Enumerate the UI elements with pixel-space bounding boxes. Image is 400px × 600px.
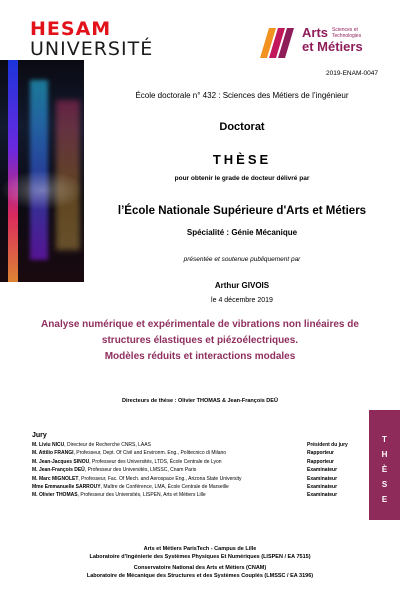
jury-member-row: [32, 475, 362, 483]
jury-member-row: [32, 441, 362, 449]
speciality: Spécialité : Génie Mécanique: [186, 228, 298, 237]
institution-name: l’École Nationale Supérieure d'Arts et Métiers: [117, 205, 367, 217]
thesis-title-line2: structures élastiques et piézoélectriques.: [101, 335, 299, 346]
doctoral-school: École doctorale n° 432 : Sciences des Métiers de l’ingénieur: [135, 91, 349, 100]
jury-member-row: [32, 449, 362, 457]
am-name-line2: et Métiers: [302, 39, 363, 54]
jury-member-role: Examinateur: [307, 492, 338, 499]
footer-lille: [10, 545, 390, 561]
thesis-reference-number: 2019-ENAM-0047: [325, 70, 378, 77]
jury-member-role: Examinateur: [307, 467, 338, 474]
jury-member-row: [32, 483, 362, 491]
side-label-letter: E: [381, 495, 388, 504]
hesam-universite-logo: [30, 20, 153, 59]
jury-member-name: M. Liviu NICU: [32, 442, 65, 448]
footer-cnam-name: Conservatoire National des Arts et Métiers (CNAM): [133, 565, 267, 571]
jury-member-name: M. Olivier THOMAS: [32, 492, 78, 499]
jury-member-details: , Professeur, Dept. Of Civil and Environm. Eng., Politecnico di Milano: [73, 450, 227, 457]
jury-member-details: , Professeur des Universités, LMSSC, Cnam Paris: [84, 467, 197, 474]
jury-member-name: M. Jean-François DEÜ: [32, 467, 85, 474]
these-heading: THÈSE: [212, 152, 272, 167]
am-name-line1: Arts: [302, 25, 329, 40]
thesis-title: [10, 317, 390, 365]
jury-list: [32, 441, 362, 500]
am-tagline-line2: Technologies: [332, 33, 362, 39]
arts-et-metiers-wordmark: [302, 26, 363, 54]
jury-heading: Jury: [32, 432, 47, 439]
jury-member-name: M. Attilio FRANGI: [32, 450, 74, 457]
side-label-letter: H: [381, 450, 388, 459]
photo-glow: [0, 170, 84, 210]
thesis-title-line3: Modèles réduits et interactions modales: [104, 351, 296, 362]
jury-member-details: , Professeur des Universités, LTDS, École Centrale de Lyon: [89, 458, 222, 465]
cover-photo-strip: [0, 60, 84, 282]
jury-member-row: [32, 491, 362, 499]
hesam-logo-line2: UNIVERSITÉ: [30, 38, 154, 60]
side-label-letter: T: [382, 435, 387, 444]
jury-member-role: Examinateur: [307, 483, 338, 490]
jury-member-name: Mme Emmanuelle SARROUY: [32, 483, 101, 490]
thesis-directors: Directeurs de thèse : Olivier THOMAS & Jean-François DEÜ: [122, 398, 278, 404]
footer-campus: Arts et Métiers ParisTech - Campus de Lille: [143, 546, 257, 552]
jury-member-details: , Professeur des Universités, LISPEN, Arts et Métiers Lille: [77, 492, 206, 499]
jury-member-row: [32, 458, 362, 466]
jury-member-name: M. Marc MIGNOLET: [32, 475, 79, 482]
jury-member-details: , Maître de Conférence, LMA, École Centrale de Marseille: [100, 483, 229, 490]
hesam-logo-line1: HESAM: [30, 18, 112, 40]
jury-member-role: Rapporteur: [307, 450, 334, 457]
degree-purpose: pour obtenir le grade de docteur délivré par: [174, 175, 310, 182]
defense-date: le 4 décembre 2019: [211, 297, 273, 304]
jury-member-name: M. Jean-Jacques SINOU: [32, 458, 90, 465]
author-name: Arthur GIVOIS: [214, 281, 270, 290]
footer-lab-lmssc: Laboratoire de Mécanique des Structures et des Systèmes Couplés (LMSSC / EA 3196): [86, 573, 314, 579]
degree-title: Doctorat: [219, 121, 265, 133]
am-tagline-line1: Sciences et: [332, 27, 358, 33]
jury-member-row: [32, 466, 362, 474]
jury-member-details: , Professeur, Fac. Of Mech. and Aerospace Eng., Arizona State University: [78, 475, 242, 482]
these-side-label: [369, 410, 400, 520]
thesis-title-line1: Analyse numérique et expérimentale de vibrations non linéaires de: [41, 319, 359, 330]
presented-by-label: présentée et soutenue publiquement par: [183, 256, 301, 263]
arts-et-metiers-logo-icon: [260, 28, 296, 58]
jury-member-role: Examinateur: [307, 475, 338, 482]
jury-member-details: , Directeur de Recherche CNRS, LAAS: [64, 442, 151, 448]
footer-cnam: [10, 564, 390, 580]
jury-member-role: Rapporteur: [307, 458, 334, 465]
side-label-letter: S: [381, 480, 388, 489]
footer-lab-lispen: Laboratoire d’Ingénierie des Systèmes Physiques Et Numériques (LISPEN / EA 7515): [89, 554, 311, 560]
side-label-letter: È: [381, 465, 388, 474]
jury-member-role: Président du jury: [307, 442, 348, 448]
